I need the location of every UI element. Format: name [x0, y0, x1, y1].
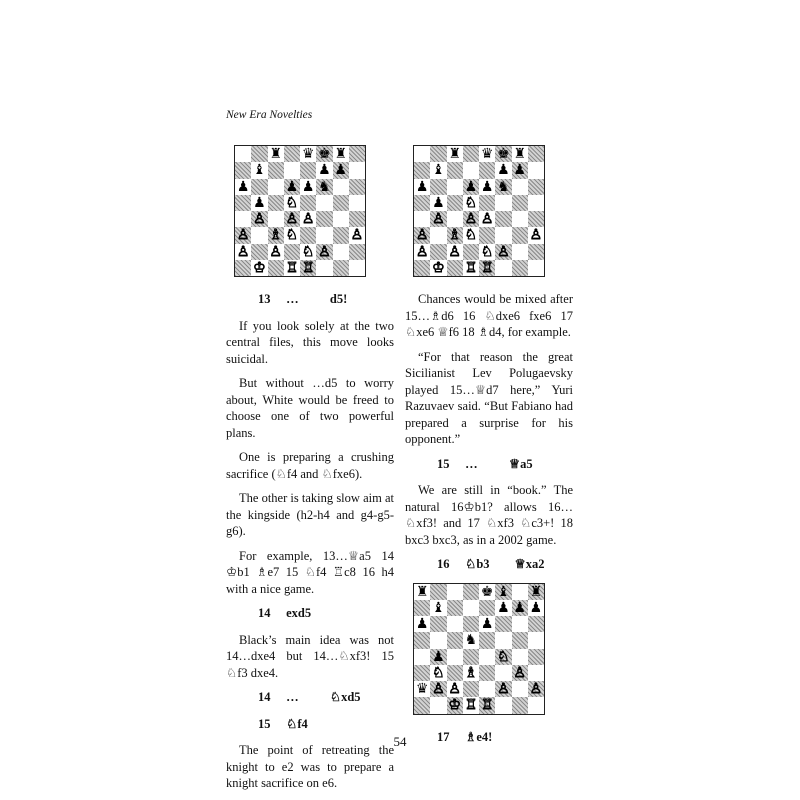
chess-piece: ♗ [448, 227, 461, 244]
paragraph: “For that reason the great Sicilianist Lev Polugaevsky played 15…♕d7 here,” Yuri Razuvaev said. “But Fabiano had prepared a surprise for his opponent.” [405, 349, 573, 446]
chess-piece: ♟ [318, 162, 331, 179]
board-square [316, 227, 332, 243]
chess-piece: ♟ [432, 648, 445, 665]
right-column [405, 145, 573, 755]
board-square [463, 600, 479, 616]
board-square [268, 260, 284, 276]
paragraph: But without …d5 to worry about, White would be freed to choose one of two powerful plans. [226, 376, 394, 440]
board-square [512, 616, 528, 632]
chess-piece: ♞ [318, 178, 331, 195]
chess-piece: ♙ [448, 243, 461, 260]
board-square [528, 162, 544, 178]
board-square [512, 244, 528, 260]
board-square [512, 681, 528, 697]
chess-piece: ♟ [464, 178, 478, 195]
chess-piece: ♜ [269, 146, 282, 162]
chess-piece: ♟ [236, 178, 250, 195]
chess-piece: ♟ [415, 178, 429, 195]
chess-piece: ♖ [464, 259, 478, 276]
move-line: 16 ♘b3 ♕xa2 [437, 557, 545, 571]
diagram-wrapper [413, 145, 573, 277]
board-square [512, 179, 528, 195]
chess-piece: ♙ [415, 243, 429, 260]
board-square [512, 260, 528, 276]
move-line: 14 exd5 [258, 606, 312, 620]
chess-piece: ♙ [432, 211, 445, 227]
board-square [479, 162, 495, 178]
chess-piece: ♔ [253, 259, 266, 276]
paragraph: If you look solely at the two central files, this move looks suicidal. [226, 318, 394, 366]
paragraph: Chances would be mixed after 15…♗d6 16 ♘dxe6 fxe6 17 ♘xe6 ♕f6 18 ♗d4, for example. [405, 292, 573, 339]
board-square [512, 195, 528, 211]
board-square [251, 227, 267, 243]
chess-piece: ♙ [253, 211, 266, 227]
move-line: 14 … ♘xd5 [258, 690, 361, 704]
chess-piece: ♙ [448, 681, 461, 697]
board-square [528, 632, 544, 648]
board-square [479, 632, 495, 648]
board-square [495, 195, 511, 211]
board-square [512, 632, 528, 648]
board-square [447, 260, 463, 276]
chess-piece: ♛ [480, 146, 494, 162]
board-square [463, 244, 479, 260]
chess-piece: ♙ [529, 227, 543, 244]
diagram-wrapper [234, 145, 394, 277]
board-square [251, 244, 267, 260]
chess-piece: ♚ [497, 146, 510, 162]
chess-diagram [234, 145, 366, 277]
paragraph: The other is taking slow aim at the kingside (h2-h4 and g4-g5-g6). [226, 491, 394, 538]
chess-piece: ♘ [464, 194, 478, 211]
board-square [512, 227, 528, 243]
board-square [284, 244, 300, 260]
board-square [447, 649, 463, 665]
board-square [447, 665, 463, 681]
board-square [284, 162, 300, 178]
board-square [463, 146, 479, 162]
board-square [235, 211, 251, 227]
board-square [414, 260, 430, 276]
chess-piece: ♘ [497, 648, 510, 665]
board-square [528, 260, 544, 276]
board-square [447, 584, 463, 600]
board-square [463, 616, 479, 632]
board-square [447, 632, 463, 648]
chess-piece: ♟ [529, 599, 543, 616]
board-square [495, 616, 511, 632]
chess-piece: ♟ [415, 616, 429, 632]
chess-piece: ♟ [497, 599, 510, 616]
chess-piece: ♙ [269, 243, 282, 260]
board-square [479, 681, 495, 697]
board-square [414, 146, 430, 162]
board-square [447, 600, 463, 616]
board-square [333, 195, 349, 211]
chess-piece: ♖ [285, 259, 299, 276]
board-square [528, 616, 544, 632]
board-square [300, 195, 316, 211]
board-square [316, 195, 332, 211]
chess-piece: ♙ [432, 681, 445, 697]
board-square [528, 211, 544, 227]
board-square [528, 697, 544, 713]
board-square [495, 665, 511, 681]
chess-piece: ♞ [464, 632, 478, 649]
chess-piece: ♘ [432, 664, 445, 681]
board-square [235, 162, 251, 178]
board-square [414, 195, 430, 211]
chess-piece: ♜ [334, 146, 347, 162]
board-square [512, 211, 528, 227]
chess-piece: ♞ [497, 178, 510, 195]
chess-piece: ♙ [529, 681, 543, 697]
board-square [268, 162, 284, 178]
chess-piece: ♔ [448, 697, 461, 714]
board-square [512, 584, 528, 600]
chess-piece: ♜ [529, 583, 543, 600]
chess-piece: ♟ [253, 194, 266, 211]
board-square [447, 179, 463, 195]
chess-piece: ♙ [464, 211, 478, 227]
chess-piece: ♝ [432, 599, 445, 616]
chess-piece: ♜ [415, 583, 429, 600]
board-square [512, 697, 528, 713]
board-square [430, 697, 446, 713]
chess-piece: ♙ [318, 243, 331, 260]
board-square [447, 162, 463, 178]
board-square [528, 665, 544, 681]
chess-piece: ♙ [480, 211, 494, 227]
chess-piece: ♙ [415, 227, 429, 244]
board-square [235, 146, 251, 162]
board-square [349, 195, 365, 211]
chess-piece: ♛ [301, 146, 315, 162]
chess-diagram [413, 583, 545, 715]
board-square [430, 584, 446, 600]
chess-piece: ♘ [301, 243, 315, 260]
chess-piece: ♙ [497, 681, 510, 697]
chess-piece: ♖ [301, 259, 315, 276]
board-square [414, 697, 430, 713]
chess-piece: ♟ [334, 162, 347, 179]
paragraph: We are still in “book.” The natural 16♔b1? allows 16…♘xf3! and 17 ♘xf3 ♘c3+! 18 bxc3 bxc3, as in a 2002 game. [405, 483, 573, 547]
chess-piece: ♝ [497, 583, 510, 600]
board-square [495, 211, 511, 227]
move-line: 15 ♘f4 [258, 716, 308, 731]
board-square [333, 227, 349, 243]
board-square [447, 211, 463, 227]
board-square [528, 179, 544, 195]
board-square [495, 260, 511, 276]
chess-piece: ♝ [432, 162, 445, 179]
paragraph: Black’s main idea was not 14…dxe4 but 14…♘xf3! 15 ♘f3 dxe4. [226, 632, 394, 680]
chess-piece: ♟ [480, 178, 494, 195]
chess-piece: ♟ [432, 194, 445, 211]
chess-piece: ♖ [480, 259, 494, 276]
chess-piece: ♙ [350, 227, 364, 244]
board-square [479, 649, 495, 665]
board-square [430, 146, 446, 162]
board-square [268, 179, 284, 195]
board-square [268, 211, 284, 227]
board-square [430, 227, 446, 243]
board-square [528, 244, 544, 260]
board-square [300, 227, 316, 243]
move-line: 13 … d5! [258, 292, 348, 306]
chess-piece: ♙ [236, 227, 250, 244]
board-square [333, 244, 349, 260]
chess-piece: ♘ [480, 243, 494, 260]
paragraph: One is preparing a crushing sacrifice (♘f4 and ♘fxe6). [226, 450, 394, 481]
board-square [447, 195, 463, 211]
chess-piece: ♜ [448, 146, 461, 162]
board-square [495, 227, 511, 243]
board-square [495, 697, 511, 713]
board-square [414, 600, 430, 616]
chess-piece: ♙ [497, 243, 510, 260]
board-square [333, 179, 349, 195]
board-square [528, 649, 544, 665]
running-header: New Era Novelties [226, 109, 313, 121]
chess-piece: ♘ [285, 227, 299, 244]
board-square [235, 195, 251, 211]
board-square [414, 211, 430, 227]
board-square [316, 260, 332, 276]
board-square [430, 179, 446, 195]
paragraph: For example, 13…♕a5 14 ♔b1 ♗e7 15 ♘f4 ♖c8 16 h4 with a nice game. [226, 548, 394, 596]
chess-piece: ♙ [236, 243, 250, 260]
board-square [479, 195, 495, 211]
board-square [479, 600, 495, 616]
board-square [333, 211, 349, 227]
board-square [430, 632, 446, 648]
board-square [349, 162, 365, 178]
board-square [414, 162, 430, 178]
board-square [349, 211, 365, 227]
chess-piece: ♟ [513, 599, 526, 616]
board-square [349, 244, 365, 260]
board-square [463, 162, 479, 178]
chess-piece: ♗ [464, 664, 478, 681]
chess-piece: ♘ [285, 194, 299, 211]
board-square [349, 146, 365, 162]
board-square [300, 162, 316, 178]
board-square [495, 632, 511, 648]
move-line: 17 ♗e4! [437, 729, 493, 744]
board-square [414, 632, 430, 648]
page-number: 54 [393, 734, 407, 749]
board-square [528, 195, 544, 211]
chess-piece: ♟ [513, 162, 526, 179]
chess-piece: ♜ [513, 146, 526, 162]
left-column [226, 145, 394, 800]
board-square [463, 681, 479, 697]
board-square [414, 665, 430, 681]
chess-piece: ♙ [301, 211, 315, 227]
chess-piece: ♚ [480, 583, 494, 600]
chess-piece: ♘ [464, 227, 478, 244]
board-square [463, 649, 479, 665]
board-square [316, 211, 332, 227]
chess-piece: ♟ [301, 178, 315, 195]
board-square [414, 649, 430, 665]
chess-piece: ♖ [480, 697, 494, 714]
chess-piece: ♖ [464, 697, 478, 714]
chess-piece: ♙ [513, 664, 526, 681]
board-square [430, 616, 446, 632]
board-square [251, 179, 267, 195]
board-square [349, 179, 365, 195]
board-square [284, 146, 300, 162]
board-square [447, 616, 463, 632]
board-square [268, 195, 284, 211]
chess-piece: ♟ [285, 178, 299, 195]
chess-piece: ♝ [253, 162, 266, 179]
board-square [430, 244, 446, 260]
board-square [528, 146, 544, 162]
board-square [463, 584, 479, 600]
board-square [349, 260, 365, 276]
paragraph: The point of retreating the knight to e2 was to prepare a knight sacrifice on e6. [226, 743, 394, 790]
chess-piece: ♛ [415, 681, 429, 697]
chess-diagram [413, 145, 545, 277]
diagram-wrapper [413, 583, 573, 715]
chess-piece: ♔ [432, 259, 445, 276]
chess-piece: ♚ [318, 146, 331, 162]
chess-piece: ♗ [269, 227, 282, 244]
chess-piece: ♟ [480, 616, 494, 632]
chess-piece: ♙ [285, 211, 299, 227]
board-square [479, 227, 495, 243]
move-line: 15 … ♕a5 [437, 456, 533, 471]
board-square [333, 260, 349, 276]
chess-piece: ♟ [497, 162, 510, 179]
board-square [251, 146, 267, 162]
board-square [479, 665, 495, 681]
board-square [512, 649, 528, 665]
board-square [235, 260, 251, 276]
